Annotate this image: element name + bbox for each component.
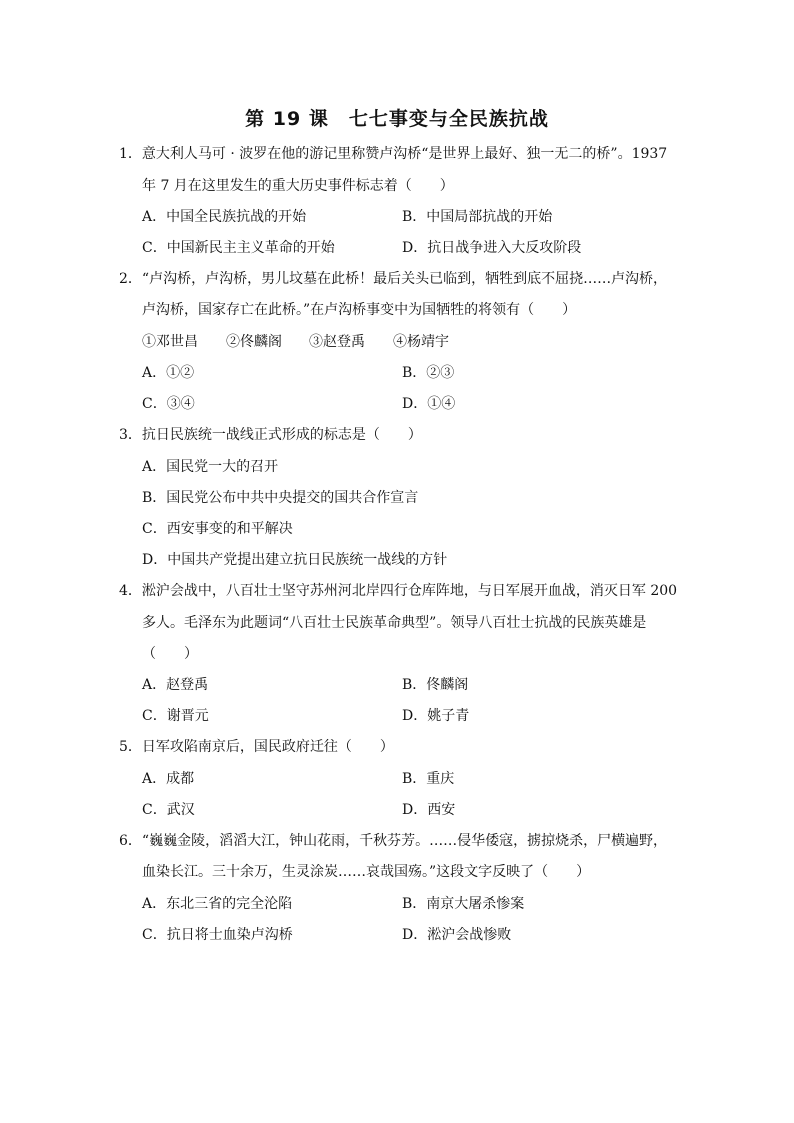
q4-option-b: B．佟麟阁 bbox=[402, 677, 469, 693]
q5-stem: 5．日军攻陷南京后，国民政府迁往（ ） bbox=[119, 739, 394, 755]
q5-option-b: B．重庆 bbox=[402, 771, 455, 787]
lesson-title: 第 19 课 七七事变与全民族抗战 bbox=[245, 108, 549, 130]
q2-choice-2: ②佟麟阁 bbox=[226, 334, 282, 350]
q4-stem-line-2: 多人。毛泽东为此题词“八百壮士民族革命典型”。领导八百壮士抗战的民族英雄是 bbox=[142, 615, 647, 631]
q4-option-d: D．姚子青 bbox=[402, 708, 470, 724]
q3-option-c: C．西安事变的和平解决 bbox=[142, 521, 293, 537]
q6-stem-line-1: 6．“巍巍金陵，滔滔大江，钟山花雨，千秋芬芳。……侵华倭寇，掳掠烧杀，尸横遍野， bbox=[119, 833, 668, 849]
q3-stem: 3．抗日民族统一战线正式形成的标志是（ ） bbox=[119, 427, 422, 443]
q1-option-a: A．中国全民族抗战的开始 bbox=[142, 209, 307, 225]
q1-stem-line-1: 1．意大利人马可 · 波罗在他的游记里称赞卢沟桥“是世界上最好、独一无二的桥”。1937 bbox=[119, 146, 668, 162]
q4-option-c: C．谢晋元 bbox=[142, 708, 209, 724]
q2-option-a: A．①② bbox=[142, 365, 195, 381]
q4-option-a: A．赵登禹 bbox=[142, 677, 209, 693]
q1-option-d: D．抗日战争进入大反攻阶段 bbox=[402, 240, 582, 256]
q2-option-c: C．③④ bbox=[142, 396, 195, 412]
q3-option-a: A．国民党一大的召开 bbox=[142, 459, 279, 475]
q2-option-b: B．②③ bbox=[402, 365, 455, 381]
q2-option-d: D．①④ bbox=[402, 396, 456, 412]
q1-option-c: C．中国新民主主义革命的开始 bbox=[142, 240, 335, 256]
q6-stem-line-2: 血染长江。三十余万，生灵涂炭……哀哉国殇。”这段文字反映了（ ） bbox=[142, 864, 591, 880]
q5-option-c: C．武汉 bbox=[142, 802, 195, 818]
q4-stem-line-3: （ ） bbox=[142, 646, 198, 662]
q2-stem-line-1: 2．“卢沟桥，卢沟桥，男儿坟墓在此桥！最后关头已临到，牺牲到底不屈挠……卢沟桥， bbox=[119, 271, 668, 287]
q5-option-a: A．成都 bbox=[142, 771, 195, 787]
q6-option-d: D．淞沪会战惨败 bbox=[402, 927, 512, 943]
q2-stem-line-2: 卢沟桥，国家存亡在此桥。”在卢沟桥事变中为国牺牲的将领有（ ） bbox=[142, 302, 577, 318]
q6-option-a: A．东北三省的完全沦陷 bbox=[142, 896, 293, 912]
q5-option-d: D．西安 bbox=[402, 802, 456, 818]
q1-stem-line-2: 年 7 月在这里发生的重大历史事件标志着（ ） bbox=[142, 178, 454, 194]
q2-choice-4: ④杨靖宇 bbox=[393, 334, 449, 350]
q6-option-b: B．南京大屠杀惨案 bbox=[402, 896, 525, 912]
q2-choice-1: ①邓世昌 bbox=[142, 334, 198, 350]
q4-stem-line-1: 4．淞沪会战中，八百壮士坚守苏州河北岸四行仓库阵地，与日军展开血战，消灭日军 200 bbox=[119, 583, 678, 599]
q3-option-d: D．中国共产党提出建立抗日民族统一战线的方针 bbox=[142, 552, 448, 568]
q1-option-b: B．中国局部抗战的开始 bbox=[402, 209, 553, 225]
q3-option-b: B．国民党公布中共中央提交的国共合作宣言 bbox=[142, 490, 419, 506]
q2-choice-3: ③赵登禹 bbox=[309, 334, 365, 350]
q6-option-c: C．抗日将士血染卢沟桥 bbox=[142, 927, 293, 943]
